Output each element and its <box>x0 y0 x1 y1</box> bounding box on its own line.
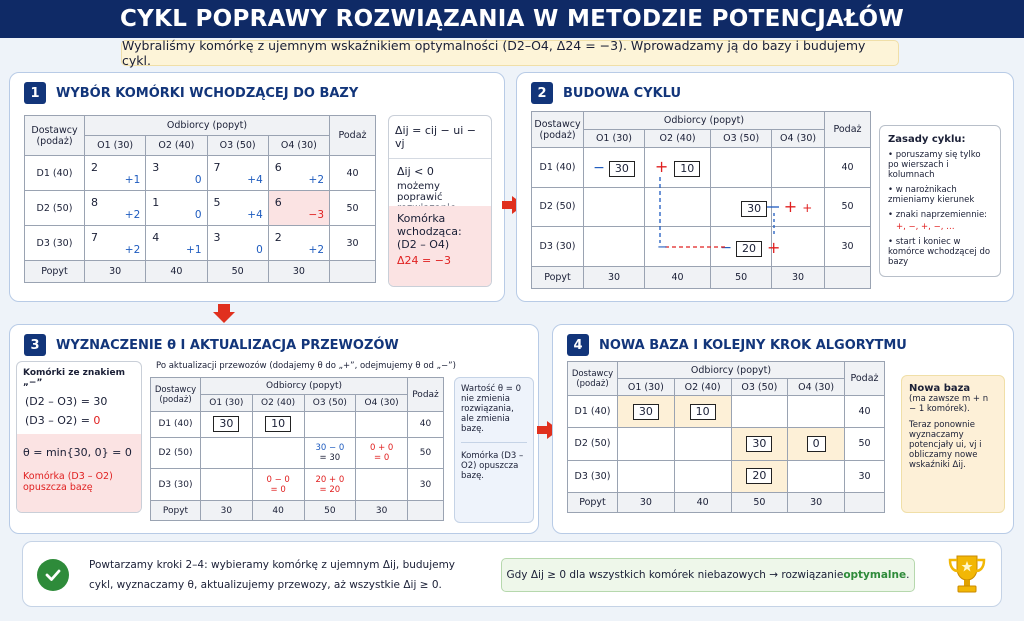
rules-title: Zasady cyklu: <box>888 134 966 145</box>
update-title: Po aktualizacji przewozów (dodajemy θ do „+”, odejmujemy θ od „−”) <box>156 361 456 371</box>
arrow-down-icon <box>218 304 230 312</box>
theta-formula: θ = min{30, 0} = 0 <box>23 446 132 459</box>
period: . <box>906 569 910 581</box>
rule-item: poruszamy się tylko po wierszach i kolumnach <box>888 150 981 180</box>
supply-header: Podaż <box>825 112 871 148</box>
delta-value: +2 <box>124 243 141 256</box>
cost-value: 2 <box>91 160 98 174</box>
delta-value: 0 <box>194 173 202 186</box>
sign-plus-icon: + <box>767 238 781 257</box>
step-number: 2 <box>531 82 553 104</box>
signs-sequence: +, −, +, −, … <box>896 222 955 232</box>
demand-value: 40 <box>644 267 710 289</box>
demand-value: 30 <box>618 493 675 513</box>
demand-value: 50 <box>207 261 268 283</box>
delta-value: +2 <box>308 173 324 186</box>
update-result: = 30 <box>319 452 341 463</box>
row-header: D1 (40) <box>151 412 201 438</box>
update-expr: 30 − 0 <box>315 442 345 453</box>
update-result: = 0 <box>270 484 286 495</box>
check-icon <box>37 559 69 591</box>
allocation-box: 30 <box>746 436 772 452</box>
updated-table <box>150 377 444 521</box>
demand-value: 30 <box>584 267 645 289</box>
demand-value: 50 <box>731 493 788 513</box>
panel-title: BUDOWA CYKLU <box>563 85 682 101</box>
delta-value: +1 <box>124 173 141 186</box>
cost-value: 7 <box>91 230 98 244</box>
panel-2 <box>516 72 1014 302</box>
row-header: D1 (40) <box>25 156 85 191</box>
theta-note: Wartość θ = 0 nie zmienia rozwiązania, ale zmienia bazę. <box>461 384 527 443</box>
allocation-box: 0 <box>807 436 826 452</box>
delta-value: 0 <box>256 243 263 256</box>
sign-plus: + <box>654 157 669 177</box>
row-header: D1 (40) <box>568 396 618 428</box>
cost-value: 6 <box>274 160 282 174</box>
intro-banner: Wybraliśmy komórkę z ujemnym wskaźnikiem optymalności (D2–O4, Δ24 = −3). Wprowadzamy ją do bazy i budujemy cykl. <box>121 40 899 66</box>
leaving-note: Komórka (D3 – O2) opuszcza bazę. <box>461 451 524 481</box>
col-header: O4 (30) <box>772 130 825 148</box>
sign-plus: + <box>802 201 813 216</box>
demand-value: 40 <box>252 501 304 521</box>
col-header: O4 (30) <box>356 395 408 412</box>
col-header: O4 (30) <box>268 136 329 156</box>
rule-item: start i koniec w komórce wchodzącej do bazy <box>888 237 991 267</box>
demand-header: Popyt <box>532 267 584 289</box>
suppliers-header: Dostawcy (podaż) <box>151 378 201 412</box>
cost-value: 7 <box>213 160 221 174</box>
summary-bar <box>22 541 1002 607</box>
delta-value: −3 <box>308 208 324 221</box>
row-header: D3 (30) <box>151 469 201 501</box>
supply-value: 30 <box>825 227 871 267</box>
cost-table <box>24 115 376 283</box>
optimal-word: optymalne <box>843 569 907 581</box>
receivers-header: Odbiorcy (popyt) <box>618 362 845 379</box>
cost-value: 8 <box>91 195 98 209</box>
supply-value: 50 <box>330 191 376 226</box>
panel-title: WYBÓR KOMÓRKI WCHODZĄCEJ DO BAZY <box>56 85 359 101</box>
col-header: O2 (40) <box>644 130 710 148</box>
demand-value: 50 <box>711 267 772 289</box>
receivers-header: Odbiorcy (popyt) <box>85 116 330 136</box>
suppliers-header: Dostawcy (podaż) <box>25 116 85 156</box>
step-number: 4 <box>567 334 589 356</box>
allocation-box: 20 <box>746 468 772 484</box>
delta-value: +1 <box>186 243 202 256</box>
allocation-box: 30 <box>609 161 635 177</box>
col-header: O3 (50) <box>207 136 268 156</box>
sign-minus: − <box>593 160 605 177</box>
supply-value: 40 <box>330 156 376 191</box>
update-result: = 0 <box>374 452 390 463</box>
supply-header: Podaż <box>845 362 885 396</box>
demand-value: 30 <box>788 493 845 513</box>
optimality-box <box>501 558 915 592</box>
delta-condition: Δij < 0 <box>397 165 434 178</box>
suppliers-header: Dostawcy (podaż) <box>532 112 584 148</box>
row-header: D2 (50) <box>151 437 201 469</box>
repeat-text: Powtarzamy kroki 2–4: wybieramy komórkę z ujemnym Δij, budujemy cykl, wyznaczamy θ, aktualizujemy przewozy, aż wszystkie Δij ≥ 0. <box>89 559 456 591</box>
entering-cell <box>268 191 329 226</box>
new-base-text: Teraz ponownie wyznaczamy potencjały ui, vj i obliczamy nowe wskaźniki Δij. <box>909 420 982 470</box>
cycle-rules-box: Zasady cyklu: • poruszamy się tylko po wierszach i kolumnach • w narożnikach zmieniamy kierunek • znaki naprzemiennie: +, −, +, −, … • start i koniec w komórce wchodzącej do bazy <box>879 125 1001 277</box>
delta-value: +2 <box>308 243 324 256</box>
supply-value: 50 <box>408 437 444 469</box>
cost-value: 6 <box>274 195 282 209</box>
row-header: D1 (40) <box>532 148 584 188</box>
demand-value: 30 <box>268 261 329 283</box>
delta-formula: Δij = cij − ui − vj <box>389 116 491 159</box>
theta-note-box <box>454 377 534 523</box>
supply-header: Podaż <box>330 116 376 156</box>
new-base-sub: (ma zawsze m + n − 1 komórek). <box>909 394 989 414</box>
header-bar <box>0 0 1024 38</box>
cost-value: 4 <box>152 230 160 244</box>
col-header: O4 (30) <box>788 379 845 396</box>
supply-header: Podaż <box>408 378 444 412</box>
row-header: D2 (50) <box>568 428 618 460</box>
col-header: O2 (40) <box>146 136 207 156</box>
sign-plus: + <box>783 197 798 217</box>
step-number: 1 <box>24 82 46 104</box>
supply-value: 40 <box>845 396 885 428</box>
cost-value: 2 <box>274 230 282 244</box>
row-header: D2 (50) <box>25 191 85 226</box>
entering-label: Komórka wchodząca: <box>397 212 462 238</box>
allocation-box: 10 <box>690 404 716 420</box>
update-expr: 0 + 0 <box>369 442 394 453</box>
col-header: O2 (40) <box>252 395 304 412</box>
allocation-box: 30 <box>213 416 239 432</box>
step-number: 3 <box>24 334 46 356</box>
arrow-down-head <box>213 312 235 323</box>
panel-title: WYZNACZENIE θ I AKTUALIZACJA PRZEWOZÓW <box>56 337 399 353</box>
allocation-box: 30 <box>741 201 767 217</box>
demand-header: Popyt <box>151 501 201 521</box>
delta-value: +4 <box>247 208 263 221</box>
demand-value: 30 <box>201 501 253 521</box>
demand-value: 30 <box>85 261 146 283</box>
allocation-box: 10 <box>265 416 291 432</box>
panel-1 <box>9 72 505 302</box>
sign-minus-icon: − <box>657 240 668 255</box>
col-header: O3 (50) <box>731 379 788 396</box>
demand-value: 40 <box>146 261 207 283</box>
new-base-title: Nowa baza <box>909 383 971 394</box>
cycle-table <box>531 111 871 289</box>
panel-title: NOWA BAZA I KOLEJNY KROK ALGORYTMU <box>599 337 907 353</box>
update-expr: 0 − 0 <box>266 474 290 485</box>
col-header: O3 (50) <box>304 395 356 412</box>
suppliers-header: Dostawcy (podaż) <box>568 362 618 396</box>
col-header: O1 (30) <box>85 136 146 156</box>
row-header: D3 (30) <box>532 227 584 267</box>
supply-value: 40 <box>408 412 444 438</box>
row-header: D2 (50) <box>532 187 584 227</box>
supply-value: 40 <box>825 148 871 188</box>
demand-value: 40 <box>674 493 731 513</box>
supply-value: 50 <box>825 187 871 227</box>
rule-item: znaki naprzemiennie: <box>895 210 988 220</box>
supply-value: 50 <box>845 428 885 460</box>
entering-cell-label: (D2 – O4) <box>397 238 450 251</box>
delta-value: 0 <box>194 208 202 221</box>
col-header: O2 (40) <box>674 379 731 396</box>
demand-header: Popyt <box>25 261 85 283</box>
update-expr: 20 + 0 <box>315 474 345 485</box>
receivers-header: Odbiorcy (popyt) <box>584 112 825 130</box>
demand-value: 30 <box>772 267 825 289</box>
delta-value: +2 <box>124 208 141 221</box>
delta-value: +4 <box>247 173 263 186</box>
neg-cell-1: (D2 – O3) = 30 <box>25 395 108 408</box>
row-header: D3 (30) <box>25 226 85 261</box>
col-header: O1 (30) <box>584 130 645 148</box>
panel-3 <box>9 324 539 534</box>
neg-cell-2-value: 0 <box>93 414 101 427</box>
entering-delta: Δ24 = −3 <box>397 254 451 267</box>
demand-header: Popyt <box>568 493 618 513</box>
allocation-box: 30 <box>633 404 659 420</box>
supply-value: 30 <box>408 469 444 501</box>
panel-4 <box>552 324 1014 534</box>
optimality-text: Gdy Δij ≥ 0 dla wszystkich komórek niebazowych → rozwiązanie <box>506 569 844 581</box>
trophy-icon <box>945 552 989 598</box>
col-header: O1 (30) <box>618 379 675 396</box>
allocation-box: 10 <box>674 161 700 177</box>
criterion-box <box>388 115 492 287</box>
neg-cells-title: Komórki ze znakiem „−” <box>23 368 125 388</box>
update-result: = 20 <box>319 484 341 495</box>
condition-text: możemy poprawić <box>397 181 443 203</box>
allocation-box: 20 <box>736 241 762 257</box>
demand-value: 50 <box>304 501 356 521</box>
col-header: O3 (50) <box>711 130 772 148</box>
page-title: CYKL POPRAWY ROZWIĄZANIA W METODZIE POTENCJAŁÓW <box>119 6 905 32</box>
cost-value: 3 <box>152 160 160 174</box>
supply-value: 30 <box>845 460 885 492</box>
demand-value: 30 <box>356 501 408 521</box>
new-base-note <box>901 375 1005 513</box>
cost-value: 3 <box>213 230 221 244</box>
rule-item: w narożnikach zmieniamy kierunek <box>888 185 975 205</box>
theta-box <box>16 361 142 513</box>
neg-cell-2: (D3 – O2) = <box>25 414 94 427</box>
row-header: D3 (30) <box>568 460 618 492</box>
leaving-cell-text: Komórka (D3 – O2) opuszcza bazę <box>23 471 113 493</box>
sign-minus: − <box>720 239 733 256</box>
cost-value: 1 <box>152 195 160 209</box>
new-base-table <box>567 361 885 513</box>
supply-value: 30 <box>330 226 376 261</box>
col-header: O1 (30) <box>201 395 253 412</box>
receivers-header: Odbiorcy (popyt) <box>201 378 408 395</box>
cost-value: 5 <box>213 195 221 209</box>
